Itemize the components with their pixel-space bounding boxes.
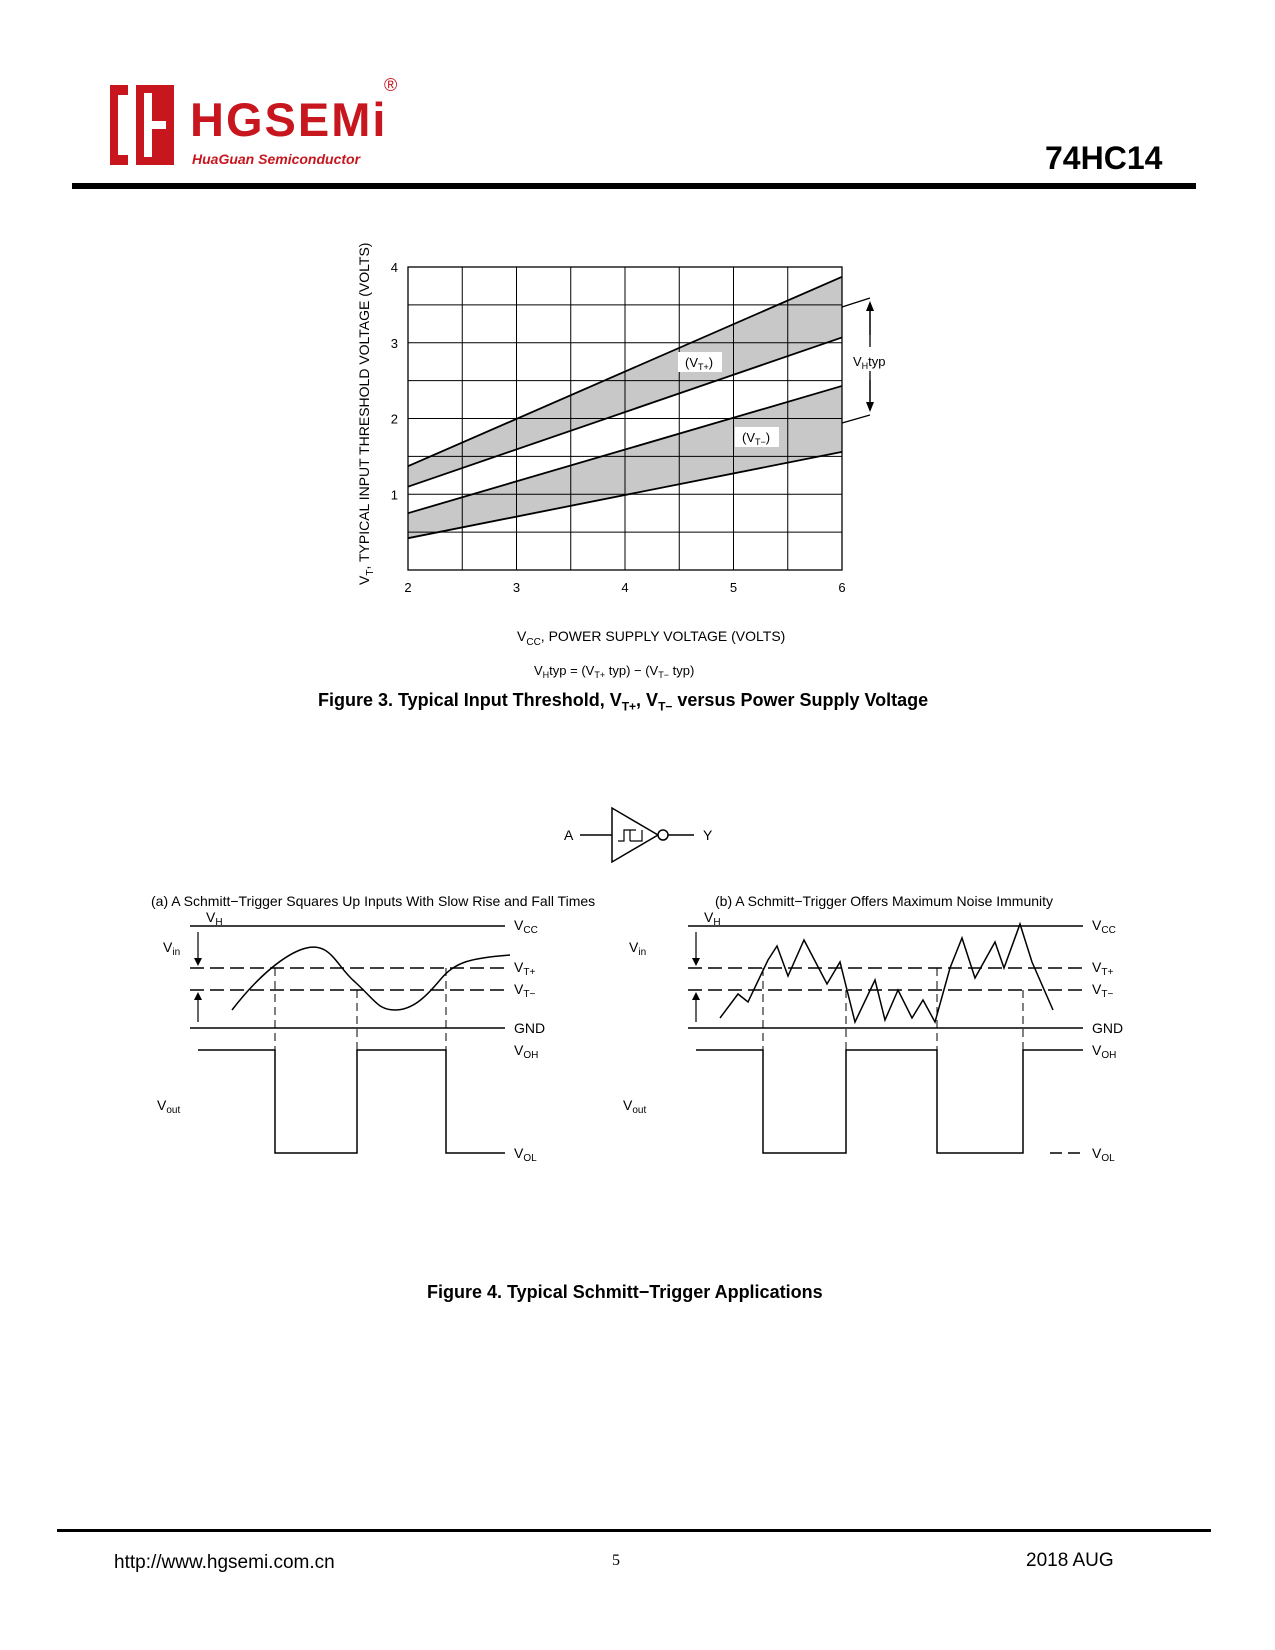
voh-label: $V_{OH}$ [514, 1042, 539, 1061]
vh-arrow-down [866, 402, 874, 412]
vh-arrow-top [194, 958, 202, 966]
vin-label: $V_{in}$ [629, 939, 647, 958]
gate-input-label: A [564, 827, 574, 843]
vol-label: $V_{OL}$ [514, 1145, 537, 1164]
header-rule [72, 183, 1196, 189]
x-tick-label: 5 [729, 580, 738, 595]
gate-output-label: Y [703, 827, 713, 843]
vout-label: $V_{out}$ [157, 1097, 181, 1116]
vh-arrow-bottom [194, 992, 202, 1000]
vout-waveform [198, 1050, 505, 1153]
registered-mark: ® [384, 75, 398, 95]
vol-label: $V_{OL}$ [1092, 1145, 1115, 1164]
vin-waveform [232, 947, 510, 1010]
x-axis-label: $V_{CC}$, POWER SUPPLY VOLTAGE (VOLTS) [517, 628, 786, 648]
vh-formula: $V_Htyp = (V_{T+}$ $typ) - (V_{T-}$ typ) [534, 663, 695, 680]
vcc-label: $V_{CC}$ [514, 917, 538, 936]
gate-bubble [658, 830, 668, 840]
y-axis-label: $V_T$, TYPICAL INPUT THRESHOLD VOLTAGE (VOLTS) [356, 242, 376, 585]
footer-date: 2018 AUG [1026, 1550, 1114, 1571]
panel-a-waveforms [150, 910, 570, 1210]
vh-arrow-top [692, 958, 700, 966]
part-number: 74HC14 [1045, 140, 1163, 176]
vin-label: $V_{in}$ [163, 939, 181, 958]
band-label-lower: $(V_{T-})$ [742, 430, 771, 447]
vin-noisy-waveform [720, 924, 1053, 1022]
x-tick-label: 3 [512, 580, 521, 595]
schmitt-inverter-symbol [560, 800, 720, 870]
vh-typ-label: $V_Htyp$ [853, 354, 886, 371]
vtp-label: $V_{T+}$ [1092, 959, 1114, 978]
figure4-caption: Figure 4. Typical Schmitt−Trigger Applications [427, 1282, 823, 1302]
vout-waveform [696, 1050, 1083, 1153]
x-tick-label: 6 [838, 580, 846, 595]
y-tick-label: 3 [390, 335, 398, 351]
y-tick-label: 1 [390, 487, 398, 503]
vh-label: $V_H$ [206, 909, 223, 928]
vh-label: $V_H$ [704, 909, 721, 928]
page-number: 5 [612, 1552, 620, 1569]
logo-wordmark: HGSEMi [190, 93, 388, 146]
logo-mark [110, 85, 150, 165]
panel-b-title: (b) A Schmitt−Trigger Offers Maximum Noise Immunity [715, 893, 1054, 909]
panel-a-title: (a) A Schmitt−Trigger Squares Up Inputs With Slow Rise and Fall Times [151, 893, 596, 909]
vh-arrow-bottom [692, 992, 700, 1000]
figure3-caption: Figure 3. Typical Input Threshold, $V_{T+}$, $V_{T-}$ versus Power Supply Voltage [318, 690, 929, 714]
vtm-label: $V_{T-}$ [1092, 981, 1114, 1000]
gate-triangle [612, 808, 658, 862]
vh-arrow-up [866, 301, 874, 311]
logo-subtitle: HuaGuan Semiconductor [192, 151, 361, 167]
gnd-label: GND [514, 1020, 546, 1036]
vout-label: $V_{out}$ [623, 1097, 647, 1116]
y-tick-label: 4 [390, 260, 398, 275]
x-tick-label: 2 [404, 580, 412, 595]
x-tick-label: 4 [621, 580, 629, 595]
y-tick-label: 2 [390, 411, 398, 427]
panel-b-waveforms [623, 909, 1130, 1210]
gnd-label: GND [1092, 1020, 1124, 1036]
vtp-label: $V_{T+}$ [514, 959, 536, 978]
vcc-label: $V_{CC}$ [1092, 917, 1116, 936]
footer-url[interactable]: http://www.hgsemi.com.cn [114, 1552, 335, 1573]
footer-rule [57, 1529, 1211, 1532]
vtm-label: $V_{T-}$ [514, 981, 536, 1000]
figure3-chart [330, 242, 950, 685]
band-label-upper: $(V_{T+})$ [685, 355, 714, 372]
voh-label: $V_{OH}$ [1092, 1042, 1117, 1061]
